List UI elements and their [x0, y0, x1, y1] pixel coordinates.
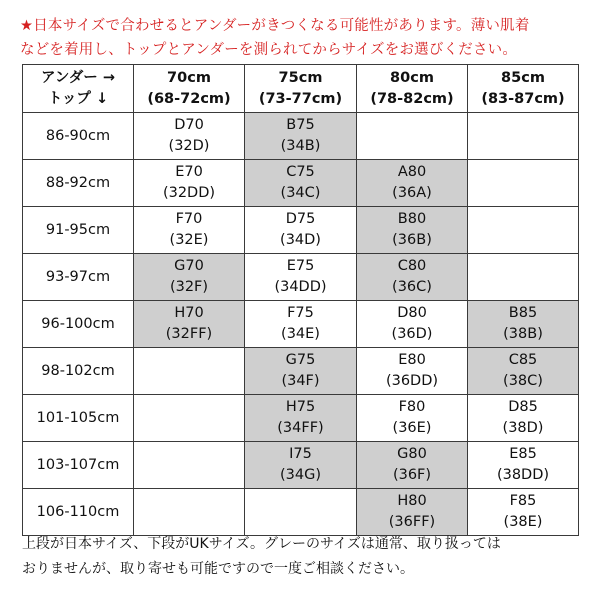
- uk-size: (36F): [392, 467, 432, 483]
- size-notice: [20, 14, 586, 62]
- size-cell: [134, 160, 245, 207]
- row-header-top-range: 88-92cm: [23, 160, 134, 207]
- table-row: [23, 348, 579, 395]
- uk-size: (34C): [280, 185, 321, 201]
- uk-size: (34FF): [277, 420, 324, 436]
- empty-cell: [468, 160, 579, 207]
- uk-size: (36FF): [388, 514, 436, 530]
- under-label: アンダー →: [40, 69, 116, 86]
- size-cell: [245, 113, 357, 160]
- size-cell: [134, 301, 245, 348]
- jp-size: F80: [398, 399, 426, 415]
- column-header-75: [245, 65, 357, 113]
- row-header-top-range: 106-110cm: [23, 489, 134, 536]
- row-header-top-range: 98-102cm: [23, 348, 134, 395]
- jp-size: I75: [289, 446, 312, 462]
- jp-size: E75: [286, 258, 315, 274]
- uk-size: (36A): [392, 185, 432, 201]
- uk-size: (32E): [169, 232, 209, 248]
- column-range: (68-72cm): [147, 90, 231, 107]
- top-label: トップ ↓: [47, 90, 109, 107]
- column-header-80: [357, 65, 468, 113]
- jp-size: E85: [509, 446, 537, 462]
- uk-size: (34E): [281, 326, 320, 342]
- size-cell: [468, 489, 579, 536]
- size-cell: [245, 442, 357, 489]
- table-row: [23, 113, 579, 160]
- size-cell: [357, 489, 468, 536]
- row-header-top-range: 101-105cm: [23, 395, 134, 442]
- empty-cell: [468, 113, 579, 160]
- size-table-body: [23, 113, 579, 536]
- jp-size: G70: [174, 258, 204, 274]
- empty-cell: [134, 489, 245, 536]
- jp-size: C75: [286, 164, 315, 180]
- uk-size: (32F): [169, 279, 209, 295]
- size-footnote: [22, 532, 582, 582]
- uk-size: (34B): [280, 138, 321, 154]
- jp-size: E80: [398, 352, 426, 368]
- bra-size-table: [22, 64, 579, 536]
- table-row: [23, 254, 579, 301]
- jp-size: H70: [174, 305, 204, 321]
- table-row: [23, 395, 579, 442]
- uk-size: (36C): [392, 279, 432, 295]
- table-row: [23, 207, 579, 254]
- column-size: 75cm: [278, 69, 323, 86]
- jp-size: B85: [508, 305, 538, 321]
- uk-size: (38B): [503, 326, 543, 342]
- size-cell: [245, 207, 357, 254]
- column-header-85: [468, 65, 579, 113]
- jp-size: A80: [397, 164, 427, 180]
- size-cell: [357, 301, 468, 348]
- column-size: 70cm: [167, 69, 211, 86]
- jp-size: F85: [509, 493, 537, 509]
- row-header-top-range: 91-95cm: [23, 207, 134, 254]
- size-cell: [245, 301, 357, 348]
- size-cell: [468, 395, 579, 442]
- size-cell: [134, 254, 245, 301]
- jp-size: H80: [397, 493, 427, 509]
- uk-size: (36DD): [385, 373, 439, 389]
- jp-size: C85: [508, 352, 538, 368]
- column-size: 85cm: [501, 69, 545, 86]
- size-cell: [357, 348, 468, 395]
- table-row: [23, 160, 579, 207]
- column-header-70: [134, 65, 245, 113]
- uk-size: (36D): [391, 326, 433, 342]
- footnote-line-1: 上段が日本サイズ、下段がUKサイズ。グレーのサイズは通常、取り扱っては: [22, 536, 501, 552]
- row-header-top-range: 96-100cm: [23, 301, 134, 348]
- jp-size: C80: [397, 258, 427, 274]
- uk-size: (38DD): [496, 467, 550, 483]
- uk-size: (38C): [503, 373, 543, 389]
- jp-size: D80: [397, 305, 427, 321]
- empty-cell: [134, 395, 245, 442]
- uk-size: (38E): [503, 514, 543, 530]
- empty-cell: [245, 489, 357, 536]
- uk-size: (34G): [279, 467, 321, 483]
- table-row: [23, 442, 579, 489]
- uk-size: (32DD): [162, 185, 216, 201]
- jp-size: E70: [175, 164, 203, 180]
- jp-size: G75: [285, 352, 316, 368]
- uk-size: (36E): [392, 420, 432, 436]
- column-size: 80cm: [390, 69, 434, 86]
- uk-size: (34DD): [274, 279, 327, 295]
- column-range: (83-87cm): [481, 90, 565, 107]
- empty-cell: [468, 254, 579, 301]
- uk-size: (36B): [392, 232, 432, 248]
- notice-line-2: などを着用し、トップとアンダーを測られてからサイズをお選びください。: [20, 42, 518, 58]
- row-header-top-range: 86-90cm: [23, 113, 134, 160]
- size-cell: [468, 348, 579, 395]
- uk-size: (34F): [281, 373, 320, 389]
- corner-header: [23, 65, 134, 113]
- table-row: [23, 489, 579, 536]
- size-cell: [357, 395, 468, 442]
- jp-size: F70: [175, 211, 203, 227]
- uk-size: (32D): [168, 138, 210, 154]
- column-range: (78-82cm): [370, 90, 454, 107]
- footnote-line-2: おりませんが、取り寄せも可能ですので一度ご相談ください。: [22, 561, 414, 577]
- jp-size: B80: [397, 211, 427, 227]
- row-header-top-range: 103-107cm: [23, 442, 134, 489]
- size-cell: [468, 301, 579, 348]
- jp-size: D70: [174, 117, 204, 133]
- header-row: [23, 65, 579, 113]
- size-cell: [245, 348, 357, 395]
- jp-size: F75: [287, 305, 314, 321]
- size-cell: [357, 254, 468, 301]
- jp-size: H75: [285, 399, 316, 415]
- jp-size: G80: [397, 446, 427, 462]
- empty-cell: [357, 113, 468, 160]
- size-cell: [134, 113, 245, 160]
- size-cell: [134, 207, 245, 254]
- uk-size: (34D): [280, 232, 321, 248]
- uk-size: (38D): [502, 420, 544, 436]
- empty-cell: [468, 207, 579, 254]
- notice-line-1: ★日本サイズで合わせるとアンダーがきつくなる可能性があります。薄い肌着: [20, 18, 530, 34]
- uk-size: (32FF): [165, 326, 213, 342]
- table-row: [23, 301, 579, 348]
- row-header-top-range: 93-97cm: [23, 254, 134, 301]
- column-range: (73-77cm): [258, 90, 343, 107]
- size-cell: [357, 442, 468, 489]
- size-cell: [245, 395, 357, 442]
- size-cell: [357, 160, 468, 207]
- size-cell: [468, 442, 579, 489]
- empty-cell: [134, 348, 245, 395]
- size-cell: [245, 254, 357, 301]
- jp-size: D75: [285, 211, 316, 227]
- size-cell: [245, 160, 357, 207]
- jp-size: B75: [286, 117, 315, 133]
- jp-size: D85: [508, 399, 538, 415]
- empty-cell: [134, 442, 245, 489]
- size-cell: [357, 207, 468, 254]
